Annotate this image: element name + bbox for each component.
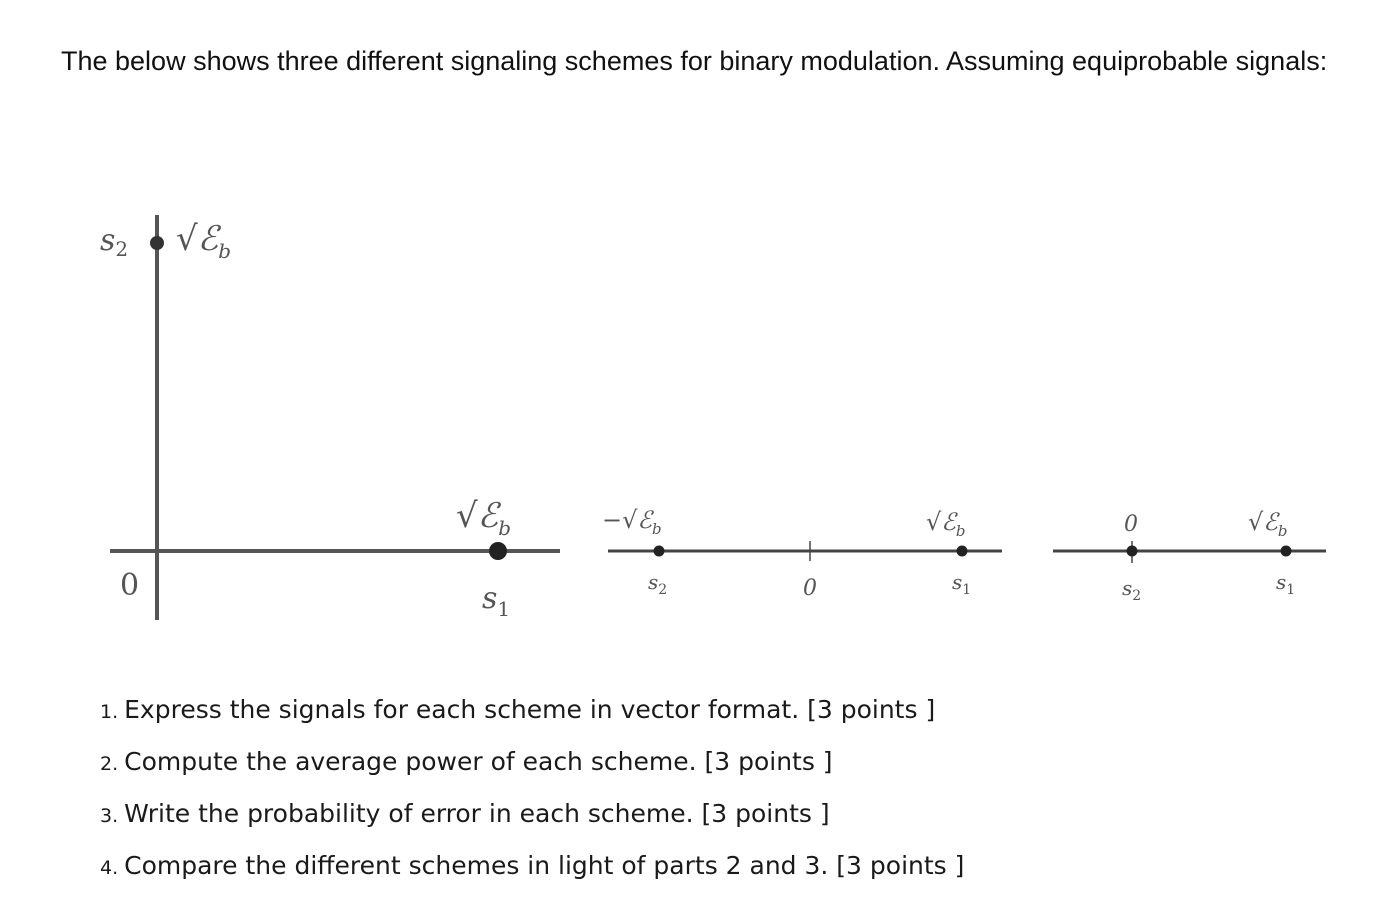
- s2-label: $s_2$: [648, 570, 668, 598]
- s1-label: $s_1$: [482, 581, 511, 621]
- question-item: [100, 846, 964, 898]
- s2-point: [1127, 546, 1138, 557]
- origin-label: 0: [120, 568, 140, 603]
- question-text: Write the probability of error in each scheme. [3 points ]: [124, 799, 830, 828]
- question-item: [100, 690, 964, 742]
- s2-value-label: √ℰ$_b$: [176, 219, 232, 263]
- s2-label: $s_2$: [1122, 576, 1142, 604]
- s2-value-label: 0: [1124, 512, 1138, 537]
- s1-value-label: √ℰ$_b$: [1248, 508, 1288, 540]
- origin-label: 0: [803, 576, 817, 601]
- s1-value-label: √ℰ$_b$: [456, 496, 512, 540]
- scheme-on-off: [1053, 508, 1326, 604]
- question-number: 1.: [100, 701, 119, 723]
- question-item: [100, 794, 964, 846]
- question-item: [100, 742, 964, 794]
- s1-label: $s_1$: [952, 570, 972, 598]
- question-number: 3.: [100, 805, 119, 827]
- s2-label: $s_2$: [100, 223, 129, 261]
- question-text: Express the signals for each scheme in vector format. [3 points ]: [124, 695, 936, 724]
- scheme-orthogonal: [100, 215, 560, 621]
- problem-intro: The below shows three different signaling schemes for binary modulation. Assuming equiprobable signals:: [61, 46, 1328, 76]
- scheme-antipodal: [602, 506, 1002, 601]
- s2-point: [150, 236, 164, 250]
- s1-value-label: √ℰ$_b$: [926, 508, 966, 540]
- s1-point: [489, 542, 507, 560]
- question-text: Compute the average power of each scheme. [3 points ]: [124, 747, 833, 776]
- s1-point: [1281, 546, 1292, 557]
- question-text: Compare the different schemes in light of parts 2 and 3. [3 points ]: [124, 851, 965, 880]
- s1-point: [957, 546, 968, 557]
- s1-label: $s_1$: [1276, 570, 1296, 598]
- s2-point: [654, 546, 665, 557]
- s2-value-label: −√ℰ$_b$: [602, 506, 662, 538]
- question-number: 4.: [100, 857, 119, 879]
- question-number: 2.: [100, 753, 119, 775]
- question-list: [100, 690, 964, 898]
